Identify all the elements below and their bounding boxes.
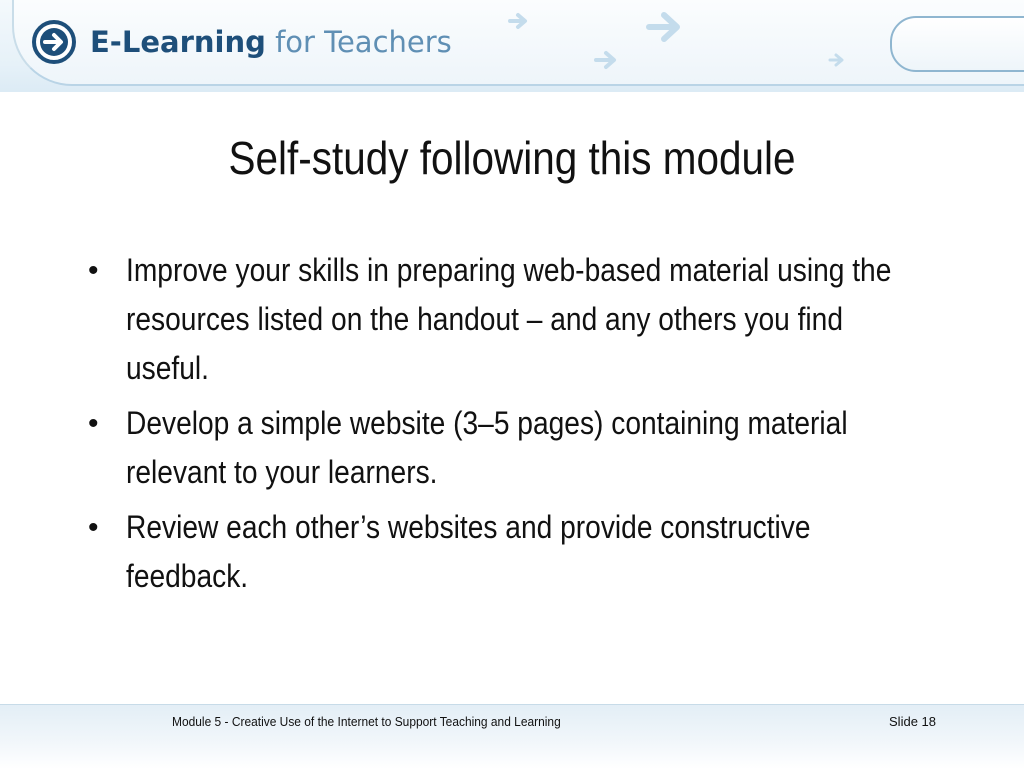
bullet-list <box>80 246 960 607</box>
bullet-text: Review each other’s websites and provide constructive feedback. <box>126 509 811 594</box>
header-pill <box>890 16 1024 72</box>
slide-title: Self-study following this module <box>228 132 796 184</box>
bullet-marker: • <box>88 254 99 287</box>
list-item <box>80 503 960 601</box>
arrow-icon <box>828 52 846 68</box>
header-banner <box>0 0 1024 92</box>
list-item <box>80 399 960 497</box>
logo-brand: E-Learning <box>90 25 266 59</box>
footer-module-text: Module 5 - Creative Use of the Internet to Support Teaching and Learning <box>172 714 561 729</box>
bullet-marker: • <box>88 511 99 544</box>
slide-number: Slide 18 <box>889 714 936 729</box>
arrow-icon <box>646 10 684 44</box>
bullet-text: Develop a simple website (3–5 pages) containing material relevant to your learners. <box>126 405 848 490</box>
list-item <box>80 246 960 393</box>
logo-rest: for Teachers <box>265 25 452 59</box>
arrow-icon <box>508 12 530 30</box>
bullet-text: Improve your skills in preparing web-based material using the resources listed on the handout – and any others you find useful. <box>126 252 892 386</box>
bullet-marker: • <box>88 407 99 440</box>
arrow-icon <box>594 50 620 70</box>
arrow-circle-icon <box>32 20 76 64</box>
logo-text <box>90 24 452 60</box>
